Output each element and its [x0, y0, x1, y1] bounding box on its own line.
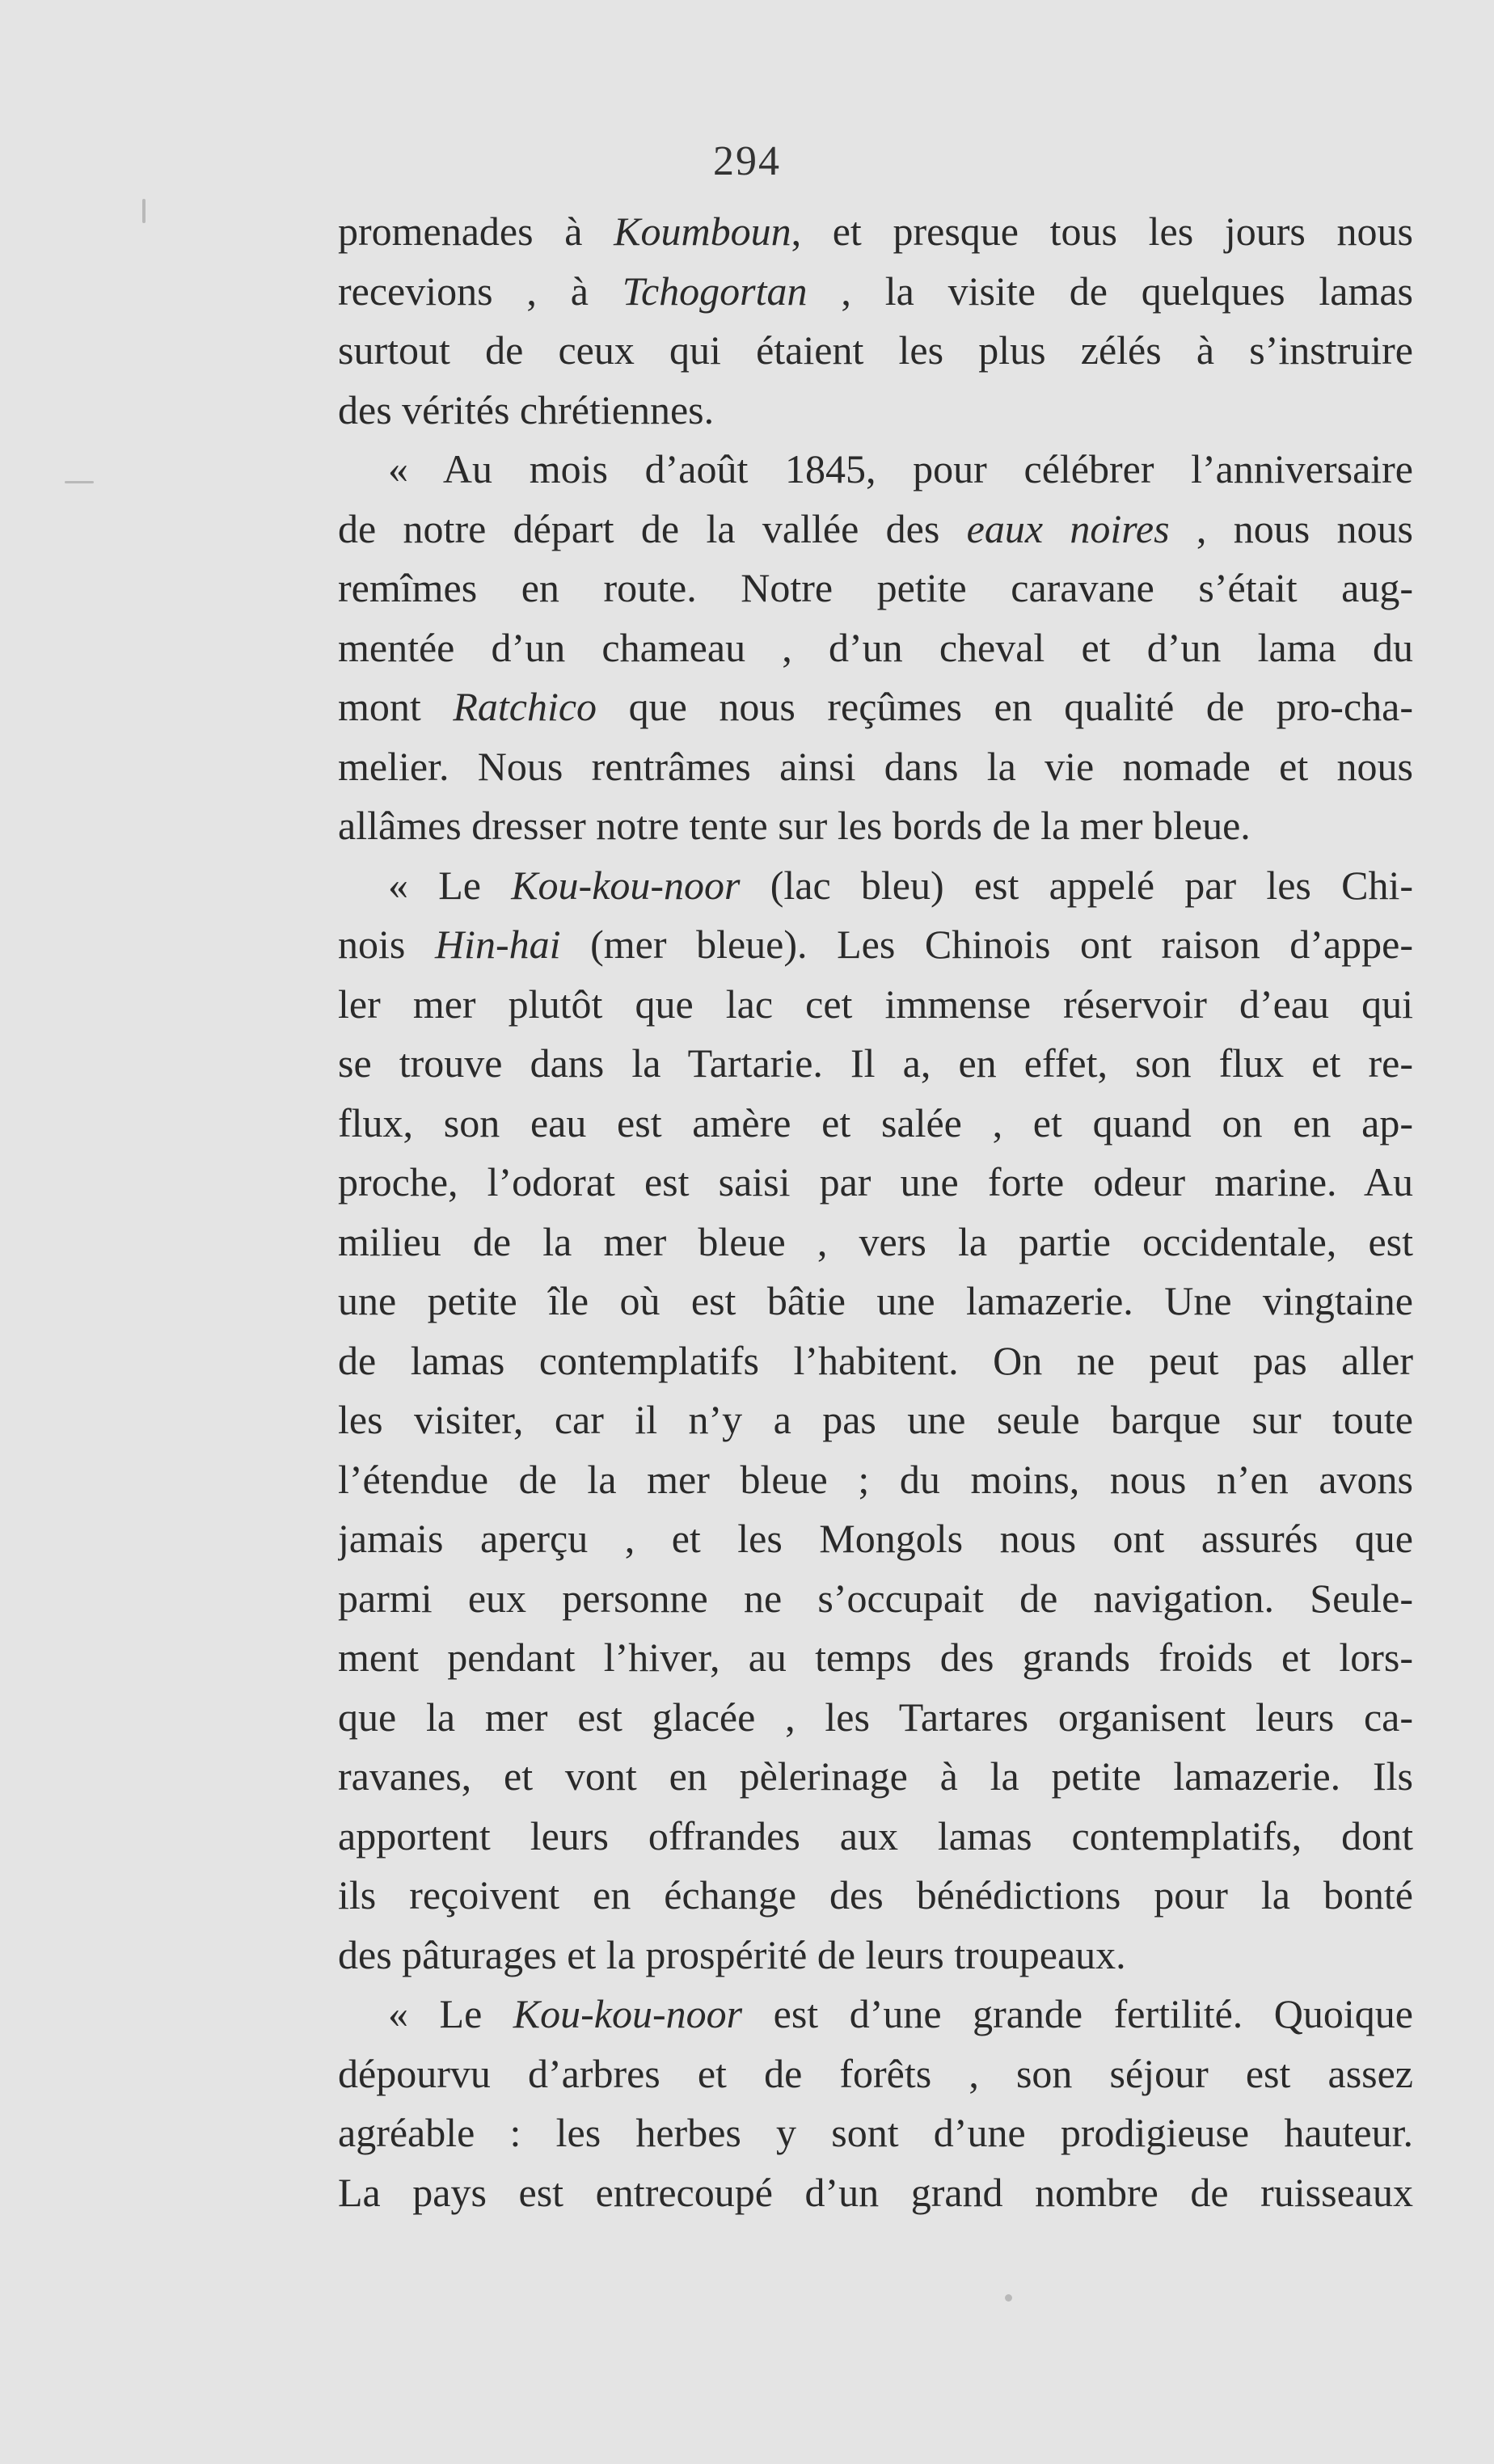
ink-speck: [1005, 2294, 1012, 2302]
text-line: remîmes en route. Notre petite caravane s’était aug-: [338, 565, 1413, 610]
text-line: recevions , à Tchogortan , la visite de quelques lamas: [338, 268, 1413, 314]
text-line: apportent leurs offrandes aux lamas contemplatifs, dont: [338, 1812, 1413, 1859]
text-line: mentée d’un chameau , d’un cheval et d’un lama du: [338, 624, 1413, 670]
text-line: dépourvu d’arbres et de forêts , son séjour est assez: [338, 2050, 1413, 2096]
text-line: parmi eux personne ne s’occupait de navigation. Seule-: [338, 1575, 1413, 1621]
text-line: des vérités chrétiennes.: [338, 386, 715, 432]
text-line: se trouve dans la Tartarie. Il a, en effet, son flux et re-: [338, 1040, 1413, 1086]
text-line: proche, l’odorat est saisi par une forte odeur marine. Au: [338, 1159, 1413, 1205]
text-line: ment pendant l’hiver, au temps des grands froids et lors-: [338, 1635, 1413, 1680]
text-line: mont Ratchico que nous reçûmes en qualité de pro-cha-: [338, 684, 1413, 729]
text-line: ils reçoivent en échange des bénédictions pour la bonté: [338, 1872, 1413, 1918]
text-line: agréable : les herbes y sont d’une prodigieuse hauteur.: [338, 2110, 1413, 2155]
text-line: « Le Kou-kou-noor est d’une grande fertilité. Quoique: [388, 1991, 1413, 2036]
text-line: ravanes, et vont en pèlerinage à la petite lamazerie. Ils: [338, 1753, 1413, 1799]
ink-speck: [65, 481, 94, 483]
text-line: allâmes dresser notre tente sur les bords de la mer bleue.: [338, 803, 1251, 848]
text-line: de lamas contemplatifs l’habitent. On ne peut pas aller: [338, 1337, 1413, 1383]
text-line: des pâturages et la prospérité de leurs troupeaux.: [338, 1931, 1126, 1977]
text-line: que la mer est glacée , les Tartares organisent leurs ca-: [338, 1694, 1413, 1740]
text-line: melier. Nous rentrâmes ainsi dans la vie nomade et nous: [338, 743, 1413, 789]
text-line: nois Hin-hai (mer bleue). Les Chinois ont raison d’appe-: [338, 922, 1413, 967]
ink-speck: [142, 199, 146, 223]
text-line: l’étendue de la mer bleue ; du moins, nous n’en avons: [338, 1456, 1413, 1502]
text-line: flux, son eau est amère et salée , et quand on en ap-: [338, 1099, 1413, 1146]
text-line: « Le Kou-kou-noor (lac bleu) est appelé par les Chi-: [388, 862, 1413, 908]
text-line: surtout de ceux qui étaient les plus zélés à s’instruire: [338, 327, 1413, 373]
text-line: ler mer plutôt que lac cet immense réservoir d’eau qui: [338, 981, 1413, 1027]
text-line: La pays est entrecoupé d’un grand nombre de ruisseaux: [338, 2169, 1413, 2215]
text-line: les visiter, car il n’y a pas une seule barque sur toute: [338, 1397, 1413, 1442]
text-line: promenades à Koumboun, et presque tous les jours nous: [338, 209, 1413, 254]
text-line: « Au mois d’août 1845, pour célébrer l’anniversaire: [388, 446, 1413, 492]
body-text: [338, 202, 1413, 2222]
text-line: une petite île où est bâtie une lamazerie. Une vingtaine: [338, 1278, 1413, 1323]
text-line: jamais aperçu , et les Mongols nous ont assurés que: [338, 1516, 1413, 1561]
page-number: 294: [713, 138, 781, 184]
text-line: de notre départ de la vallée des eaux noires , nous nous: [338, 505, 1413, 551]
text-line: milieu de la mer bleue , vers la partie occidentale, est: [338, 1218, 1413, 1264]
